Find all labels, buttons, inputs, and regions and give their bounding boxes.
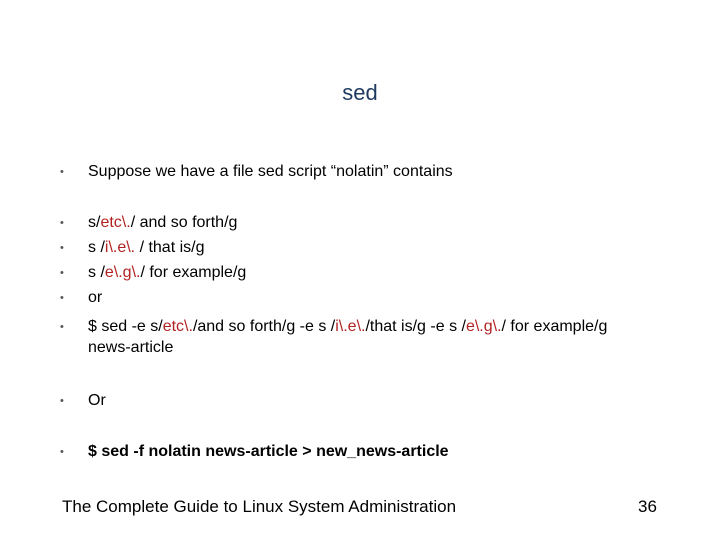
highlighted-pattern: i\.e\. <box>104 239 136 256</box>
text-span: s / <box>88 264 105 281</box>
bullet-text <box>88 316 608 358</box>
text-span: $ sed -e s/ <box>88 318 163 335</box>
text-span: / and so forth/g <box>130 214 238 231</box>
text-span: / for example/g news-article <box>88 318 608 356</box>
bullet-text <box>88 161 608 182</box>
text-span: / that is/g <box>135 239 205 256</box>
highlighted-pattern: etc\. <box>100 214 131 231</box>
highlighted-pattern: etc\. <box>162 318 193 335</box>
text-span: /and so forth/g -e s / <box>192 318 336 335</box>
text-span: s / <box>88 239 105 256</box>
text-span: Or <box>88 392 106 409</box>
text-span: / for example/g <box>140 264 247 281</box>
text-span: or <box>88 289 103 306</box>
highlighted-pattern: e\.g\. <box>104 264 141 281</box>
bullet-marker: • <box>60 292 64 304</box>
bullet-text <box>88 441 608 462</box>
bullet-marker: • <box>60 395 64 407</box>
slide-title <box>0 80 720 106</box>
highlighted-pattern: e\.g\. <box>465 318 502 335</box>
bullet-text <box>88 237 608 258</box>
bullet-marker: • <box>60 166 64 178</box>
bullet-marker: • <box>60 217 64 229</box>
text-span: s/ <box>88 214 101 231</box>
bullet-marker: • <box>60 446 64 458</box>
bullet-text <box>88 262 608 283</box>
bullet-text <box>88 390 608 411</box>
footer-title: The Complete Guide to Linux System Administration <box>62 497 457 516</box>
bullet-marker: • <box>60 321 64 333</box>
slide-title-text: sed <box>342 80 378 105</box>
bullet-text <box>88 287 608 308</box>
bullet-marker: • <box>60 242 64 254</box>
bullet-text <box>88 212 608 233</box>
page-number: 36 <box>638 497 657 516</box>
highlighted-pattern: i\.e\. <box>335 318 366 335</box>
text-span: Suppose we have a file sed script “nolatin” contains <box>88 163 453 180</box>
text-span: $ sed -f nolatin news-article > new_news-article <box>88 443 449 460</box>
bullet-marker: • <box>60 267 64 279</box>
text-span: /that is/g -e s / <box>365 318 466 335</box>
